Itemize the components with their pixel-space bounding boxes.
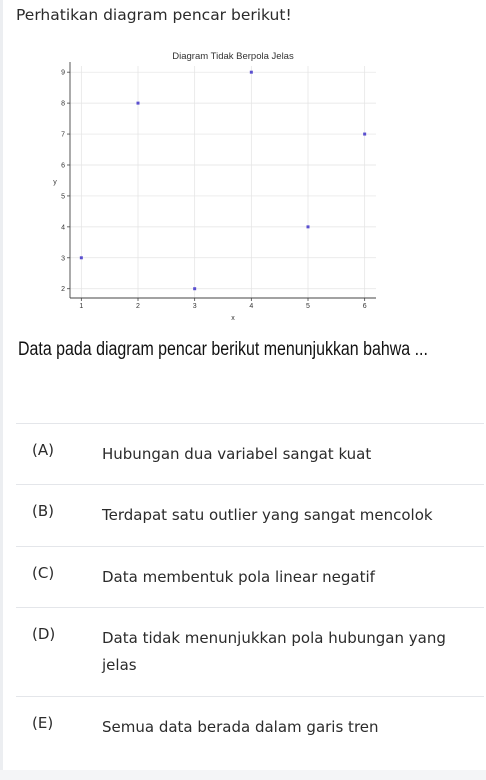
option-e[interactable] — [16, 696, 484, 758]
data-point — [307, 225, 310, 228]
x-tick-label: 2 — [136, 303, 140, 310]
answer-options — [16, 423, 484, 758]
left-divider — [0, 0, 3, 770]
x-tick-label: 4 — [249, 303, 254, 310]
option-letter: (A) — [32, 441, 54, 459]
y-tick-label: 8 — [61, 100, 65, 108]
chart-title: Diagram Tidak Berpola Jelas — [172, 51, 294, 62]
option-letter: (C) — [32, 564, 55, 582]
option-c[interactable] — [16, 546, 484, 607]
scatter-chart — [38, 44, 388, 324]
data-point — [137, 102, 140, 105]
y-tick-label: 5 — [61, 193, 65, 201]
y-tick-label: 4 — [61, 224, 65, 232]
x-tick-label: 5 — [306, 303, 310, 310]
x-tick-label: 6 — [362, 303, 367, 310]
question-text: Data pada diagram pencar berikut menunjukkan bahwa ... — [18, 339, 428, 360]
y-axis-label: y — [53, 179, 57, 186]
option-text: Data membentuk pola linear negatif — [102, 568, 375, 586]
y-tick-label: 6 — [61, 162, 65, 170]
option-b[interactable] — [16, 484, 484, 546]
x-axis-label: x — [231, 315, 235, 322]
data-point — [363, 133, 366, 136]
y-tick-label: 9 — [61, 69, 65, 77]
question-prompt: Perhatikan diagram pencar berikut! — [16, 6, 292, 24]
y-tick-label: 2 — [61, 286, 65, 294]
y-tick-label: 7 — [61, 131, 65, 139]
x-tick-label: 1 — [79, 303, 84, 310]
option-d[interactable] — [16, 607, 484, 696]
option-text: Data tidak menunjukkan pola hubungan yang jelas — [102, 629, 446, 674]
option-letter: (B) — [32, 502, 54, 520]
option-text: Hubungan dua variabel sangat kuat — [102, 445, 372, 463]
option-a[interactable] — [16, 423, 484, 484]
x-tick-label: 3 — [192, 303, 197, 310]
option-text: Semua data berada dalam garis tren — [102, 718, 379, 736]
option-letter: (E) — [32, 714, 54, 732]
data-point — [80, 256, 83, 259]
data-point — [193, 287, 196, 290]
data-point — [250, 71, 253, 74]
option-letter: (D) — [32, 625, 56, 643]
scatter-chart-svg — [38, 44, 388, 324]
option-text: Terdapat satu outlier yang sangat mencolok — [102, 506, 433, 524]
y-tick-label: 3 — [61, 255, 65, 263]
